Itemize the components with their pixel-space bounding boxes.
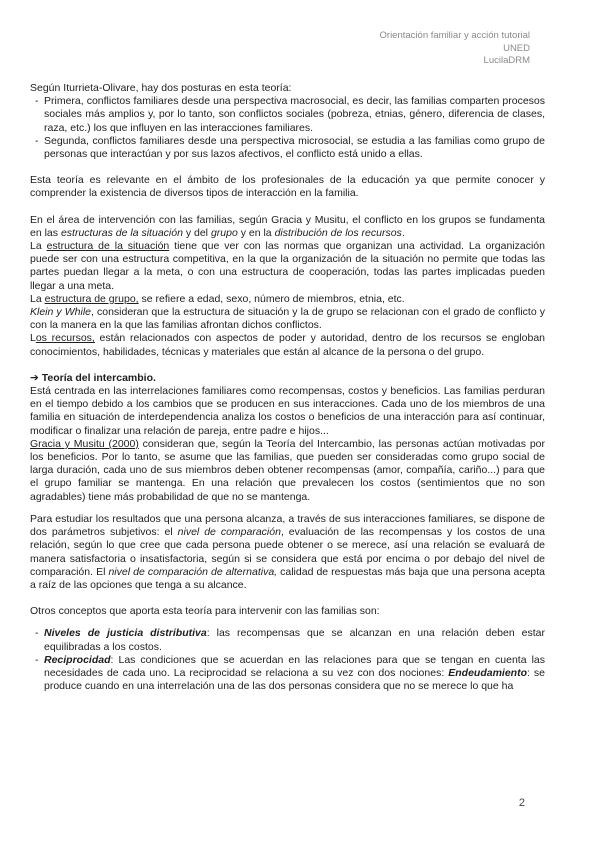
paragraph: Esta teoría es relevante en el ámbito de los profesionales de la educación ya que permite conocer y comprender la existencia de diversos tipos de interacción en la familia. xyxy=(30,174,545,200)
paragraph xyxy=(30,293,545,306)
text-run: están relacionados con aspectos de poder y autoridad, dentro de los recursos se engloban conocimientos, habilidades, técnicas y materiales que están al alcance de la persona o del grupo. xyxy=(30,332,546,358)
text-run: y del xyxy=(182,226,211,239)
italic-term: nivel de comparación xyxy=(177,526,281,539)
text-run: calidad de respuestas más baja que una persona acepta a raíz de las opciones que tenga a su alcance. xyxy=(30,565,546,591)
italic-term: estructuras de la situación xyxy=(60,226,183,239)
paragraph xyxy=(30,306,545,332)
italic-term: grupo xyxy=(210,226,238,239)
concepts-list xyxy=(30,627,545,693)
text-run: se refiere a edad, sexo, número de miembros, etnia, etc. xyxy=(138,292,405,305)
postures-list xyxy=(30,95,545,161)
page-number: 2 xyxy=(518,797,525,809)
page-header xyxy=(380,30,530,68)
header-university: UNED xyxy=(503,42,530,54)
bold-italic-term: Endeudamiento xyxy=(448,666,527,679)
text-run: , evaluación de las recompensas y los costos de una relación, según lo que cree que cada persona puede obtener o se merece, así una relación se evaluará de manera satisfactoria o insatisfactoria, según si se considera que está por encima o por debajo del nivel de comparación. El xyxy=(30,526,545,578)
text-run: : se produce cuando en una interrelación una de las dos personas considera que no se merece lo que ha xyxy=(44,666,545,693)
italic-term: nivel de comparación de alternativa, xyxy=(108,565,278,578)
paragraph xyxy=(30,513,545,592)
paragraph: Otros conceptos que aporta esta teoría para intervenir con las familias son: xyxy=(30,605,380,618)
text-run: En el área de intervención con las familias, según Gracia y Musitu, el conflicto en los grupos se fundamenta en las xyxy=(30,213,545,239)
list-item: - Segunda, conflictos familiares desde una perspectiva microsocial, se estudia a las familias como grupo de personas que interactúan y por sus lazos afectivos, el conflicto está unido a ellas. xyxy=(44,135,545,161)
paragraph xyxy=(30,332,545,358)
list-item: - Primera, conflictos familiares desde una perspectiva macrosocial, es decir, las familias comparten procesos sociales más amplios y, por lo tanto, son conflictos sociales (pobreza, etnias, género, diferencia de clases, raza, etc.) los que influyen en las interacciones familiares. xyxy=(44,95,545,135)
text-run: Para estudiar los resultados que una persona alcanza, a través de sus interacciones familiares, se dispone de dos parámetros subjetivos: el xyxy=(30,512,545,539)
header-course-title: Orientación familiar y acción tutorial xyxy=(379,30,530,41)
header-author: LucilaDRM xyxy=(483,55,530,66)
italic-term: Klein y While xyxy=(30,306,91,319)
arrow-icon: ➔ xyxy=(30,371,39,384)
list-item xyxy=(44,654,545,694)
underlined-term: estructura de grupo, xyxy=(44,292,139,305)
paragraph xyxy=(30,438,545,504)
postures-intro: Según Iturrieta-Olivare, hay dos posturas en esta teoría: xyxy=(30,82,292,94)
list-item xyxy=(44,627,545,653)
paragraph: Está centrada en las interrelaciones familiares como recompensas, costos y beneficios. Las familias perduran en el tiempo debido a los cambios que se producen en sus interacciones. Cada uno de los miembros de una familia en situación de interdependencia analiza los costos o beneficios de una interacción para así continuar, modificar o finalizar una relación de pareja, entre padre e hijos... xyxy=(30,385,545,437)
text-run: , consideran que la estructura de situación y la de grupo se relacionan con el grado de conflicto y con la manera en la que las familias afrontan dichos conflictos. xyxy=(30,306,545,332)
text-run: La xyxy=(30,292,45,305)
text-run: . xyxy=(401,226,405,239)
text-run: L xyxy=(30,332,36,345)
text-run: : las recompensas que se alcanzan en una relación deben estar equilibradas a los costos. xyxy=(44,627,545,653)
bold-italic-term: Niveles de justicia distributiva xyxy=(44,627,207,640)
section-heading xyxy=(30,372,545,385)
text-run: tiene que ver con las normas que organizan una actividad. La organización puede ser con una estructura competitiva, en la que la organización de la situación no permite que todas las partes puedan llegar a la meta, o con una estructura de cooperación, todas las partes implicadas pueden llegar a una meta. xyxy=(30,240,545,292)
bold-italic-term: Reciprocidad xyxy=(44,653,111,666)
paragraph xyxy=(30,240,545,293)
text-run: : Las condiciones que se acuerdan en las relaciones para que se tengan en cuenta las necesidades de cada uno. La reciprocidad se relaciona a su vez con dos nociones: xyxy=(44,653,545,679)
text-run: La xyxy=(30,240,47,253)
underlined-term: Gracia y Musitu (2000) xyxy=(30,437,139,450)
italic-term: distribución de los recursos xyxy=(274,226,402,239)
page-body xyxy=(30,82,545,693)
paragraph xyxy=(30,214,545,240)
underlined-term: estructura de la situación xyxy=(46,240,170,253)
text-run: y en la xyxy=(237,226,275,239)
underlined-term: os recursos, xyxy=(35,332,95,345)
heading-text: Teoría del intercambio. xyxy=(41,371,156,384)
text-run: consideran que, según la Teoría del Intercambio, las personas actúan motivadas por los beneficios. Por lo tanto, se asume que las familias, que pueden ser consideradas como grupo social de larga duración, cada uno de sus miembros deben obtener recompensas (amor, compañía, cariño...) para que el grupo familiar se mantenga. En una relación que prevalecen los costos (sentimientos que no son agradables) tiene más probabilidad de que no se mantenga. xyxy=(30,437,545,503)
